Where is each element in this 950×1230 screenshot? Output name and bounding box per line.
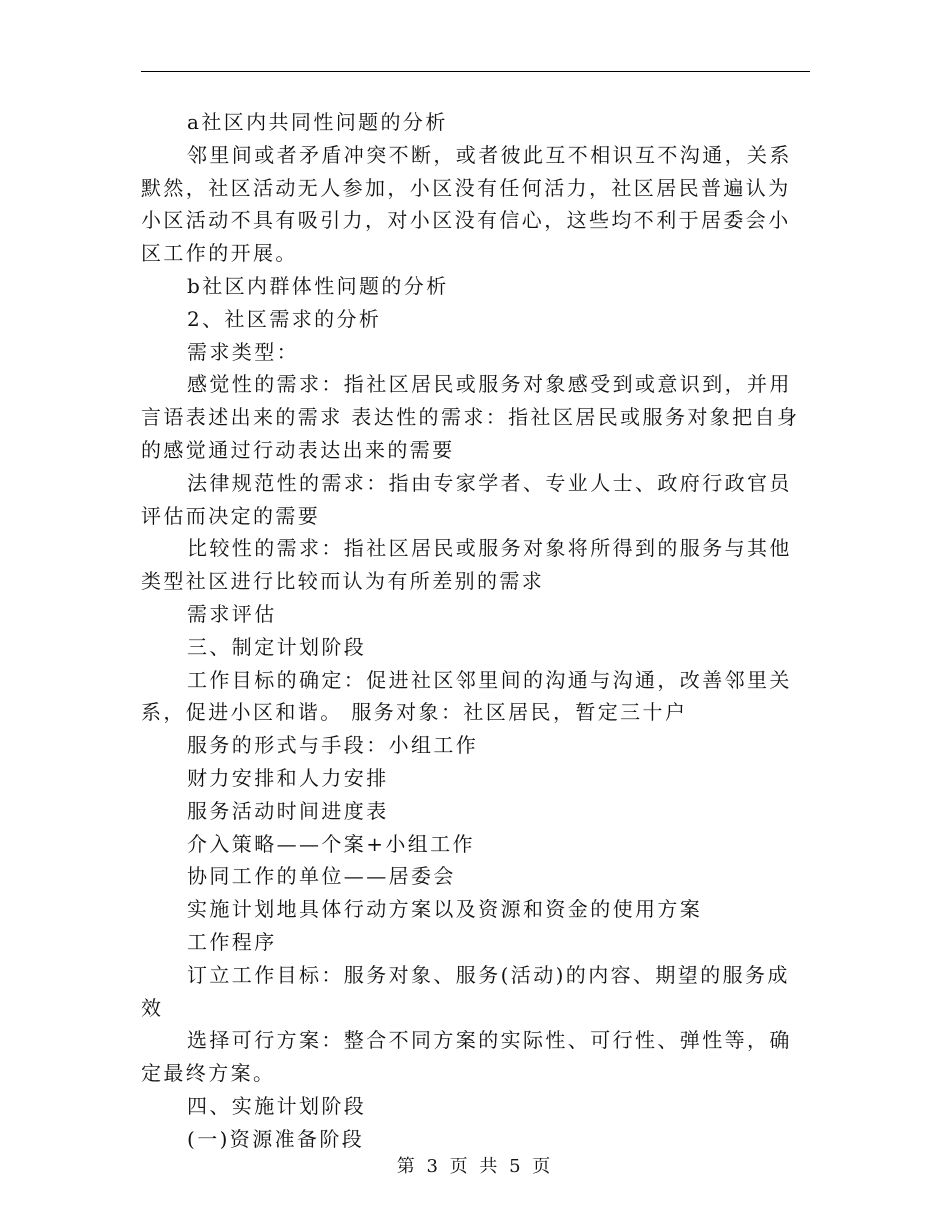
- paragraph-need-types: 需求类型：: [187, 339, 299, 364]
- paragraph-normative-need: 法律规范性的需求：指由专家学者、专业人士、政府行政官员评估而决定的需要: [141, 470, 792, 528]
- paragraph-felt-expressed-need: 感觉性的需求：指社区居民或服务对象感受到或意识到，并用言语表述出来的需求 表达性的需求：指社区居民或服务对象把自身的感觉通过行动表达出来的需要: [141, 372, 800, 462]
- paragraph-choose-plan: 选择可行方案：整合不同方案的实际性、可行性、弹性等，确定最终方案。: [141, 1028, 792, 1086]
- paragraph-action-plan: 实施计划地具体行动方案以及资源和资金的使用方案: [187, 897, 703, 922]
- paragraph-problem-group: b社区内群体性问题的分析: [187, 273, 449, 298]
- paragraph-needs-assessment: 需求评估: [187, 601, 277, 626]
- paragraph-neighbor-conflict: 邻里间或者矛盾冲突不断，或者彼此互不相识互不沟通，关系默然，社区活动无人参加，小区没有任何活力，社区居民普遍认为小区活动不具有吸引力，对小区没有信心，这些均不利于居委会小区工作的开展。: [141, 142, 792, 266]
- paragraph-work-procedure: 工作程序: [187, 929, 277, 954]
- paragraph-implementation-heading: 四、实施计划阶段: [187, 1093, 367, 1118]
- page-number-footer: 第 3 页 共 5 页: [396, 1156, 554, 1177]
- paragraph-resource-arrangement: 财力安排和人力安排: [187, 765, 389, 790]
- paragraph-partner-unit: 协同工作的单位——居委会: [187, 864, 456, 889]
- paragraph-set-goals: 订立工作目标：服务对象、服务(活动)的内容、期望的服务成效: [141, 962, 790, 1020]
- paragraph-intervention-strategy: 介入策略——个案+小组工作: [187, 831, 475, 856]
- paragraph-work-goal: 工作目标的确定：促进社区邻里间的沟通与沟通，改善邻里关系，促进小区和谐。 服务对象：社区居民，暂定三十户: [141, 667, 792, 725]
- paragraph-problem-common: a社区内共同性问题的分析: [187, 110, 448, 134]
- paragraph-service-form: 服务的形式与手段：小组工作: [187, 733, 479, 758]
- paragraph-planning-stage-heading: 三、制定计划阶段: [187, 634, 367, 659]
- document-body: [141, 106, 810, 1156]
- paragraph-schedule: 服务活动时间进度表: [187, 798, 389, 823]
- paragraph-resource-preparation: (一)资源准备阶段: [187, 1126, 365, 1151]
- paragraph-comparative-need: 比较性的需求：指社区居民或服务对象将所得到的服务与其他类型社区进行比较而认为有所差别的需求: [141, 536, 792, 594]
- header-rule: [141, 71, 810, 72]
- paragraph-needs-analysis-heading: 2、社区需求的分析: [187, 306, 382, 331]
